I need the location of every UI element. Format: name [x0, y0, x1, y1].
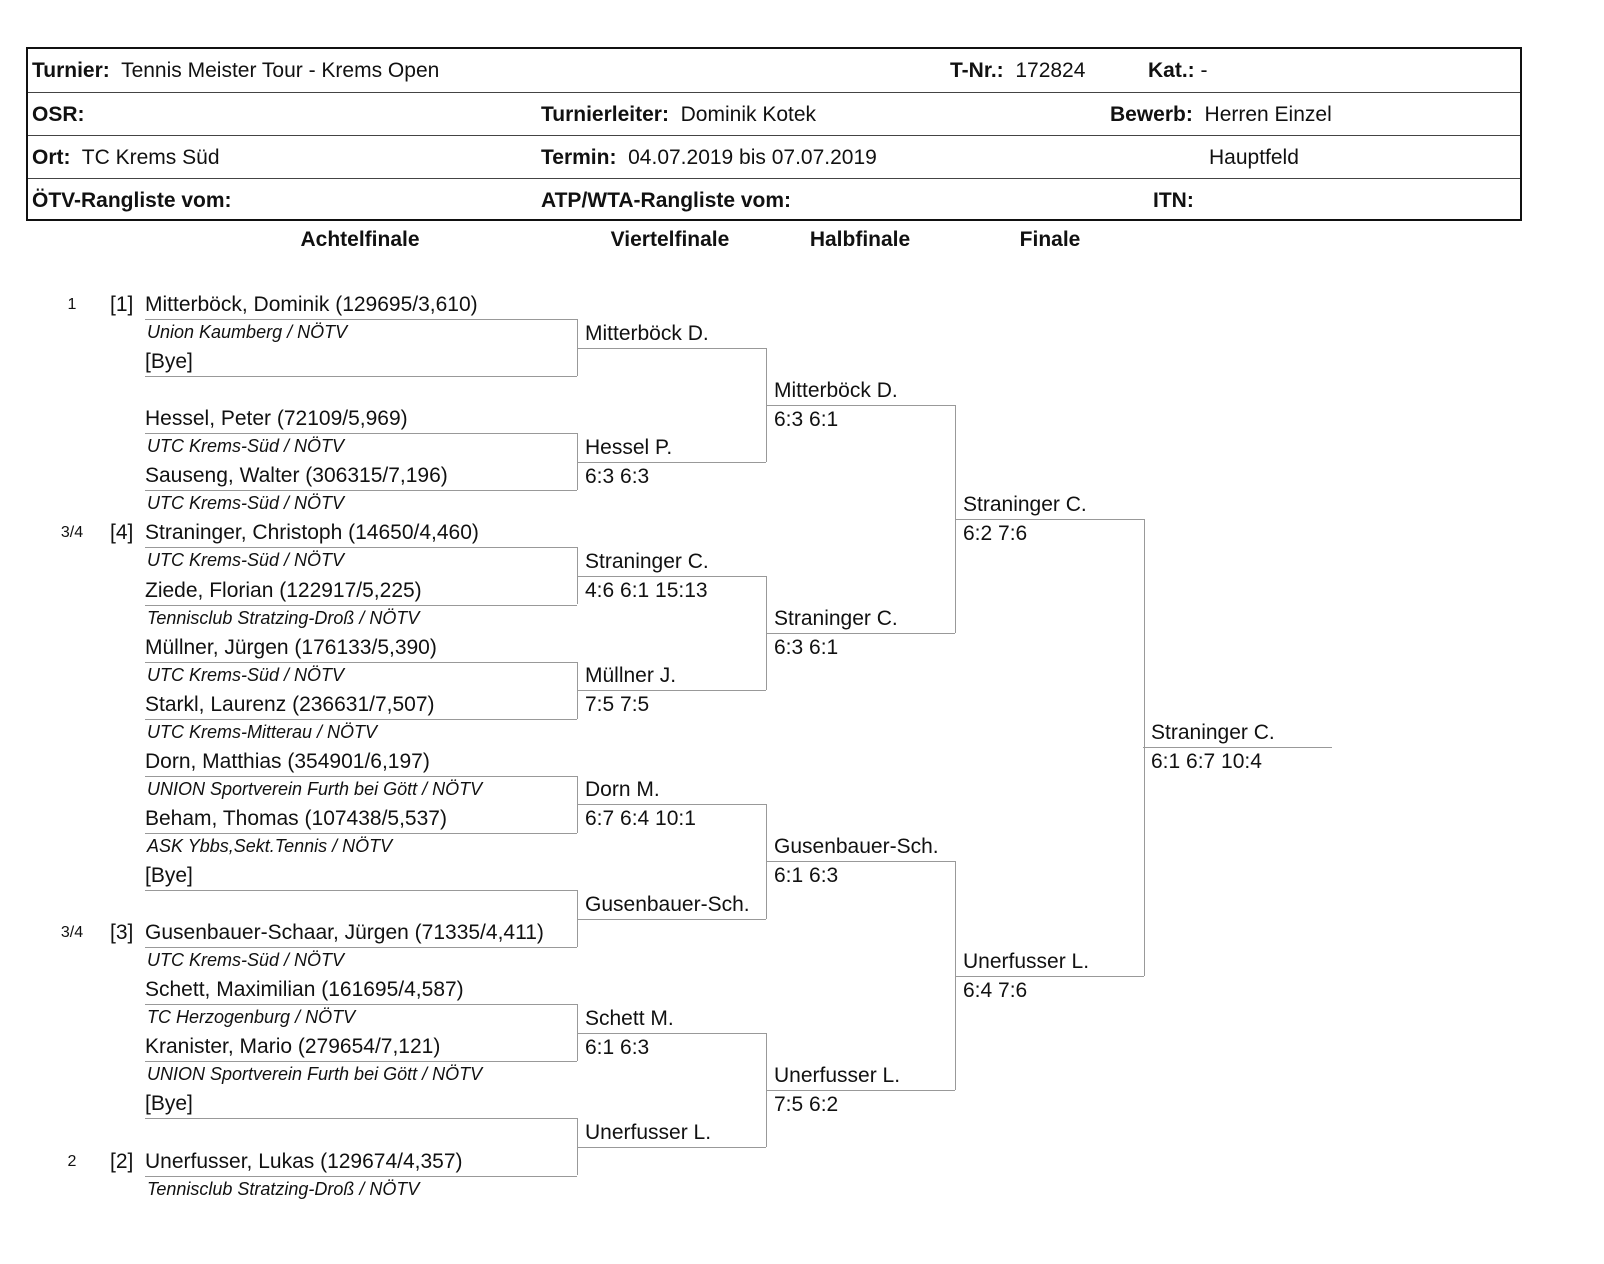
player-slot-line	[145, 662, 577, 663]
winner-name: Straninger C.	[963, 492, 1087, 516]
kat-label: Kat.:	[1148, 59, 1195, 82]
player-club: UTC Krems-Süd / NÖTV	[147, 550, 345, 571]
player-club: UTC Krems-Süd / NÖTV	[147, 436, 345, 457]
winner-slot-line	[766, 1090, 955, 1091]
winner-name: Schett M.	[585, 1006, 674, 1030]
winner-name: Gusenbauer-Sch.	[585, 892, 750, 916]
player-name: Müllner, Jürgen (176133/5,390)	[145, 635, 437, 659]
player-name: Starkl, Laurenz (236631/7,507)	[145, 692, 435, 716]
seed-number: [3]	[110, 921, 134, 945]
winner-name: Mitterböck D.	[585, 321, 709, 345]
match-score: 6:4 7:6	[963, 978, 1028, 1002]
header-row-venue	[28, 135, 1520, 179]
player-slot-line	[145, 833, 577, 834]
draw-position: 3/4	[60, 924, 84, 942]
match-score: 6:3 6:1	[774, 407, 839, 431]
player-slot-line	[145, 1176, 577, 1177]
winner-name: Straninger C.	[774, 607, 898, 631]
match-score: 6:1 6:3	[585, 1035, 650, 1059]
round-title-final: Finale	[1019, 228, 1081, 251]
player-club: TC Herzogenburg / NÖTV	[147, 1007, 356, 1028]
player-name: Unerfusser, Lukas (129674/4,357)	[145, 1149, 463, 1173]
player-name: Dorn, Matthias (354901/6,197)	[145, 749, 430, 773]
player-slot-line	[145, 319, 577, 320]
match-score: 6:1 6:3	[774, 864, 839, 888]
match-score: 6:2 7:6	[963, 521, 1028, 545]
header-row-rankings	[28, 178, 1520, 222]
turnier-label: Turnier:	[32, 59, 110, 82]
player-slot-line	[145, 433, 577, 434]
osr-label: OSR:	[32, 103, 85, 126]
player-name: Sauseng, Walter (306315/7,196)	[145, 464, 448, 488]
winner-name: Unerfusser L.	[963, 949, 1090, 973]
champion-name: Straninger C.	[1151, 721, 1275, 745]
player-name: Mitterböck, Dominik (129695/3,610)	[145, 293, 478, 316]
player-name: [Bye]	[145, 1092, 193, 1116]
player-slot-line	[145, 776, 577, 777]
winner-name: Straninger C.	[585, 549, 709, 573]
player-slot-line	[145, 1004, 577, 1005]
draw-position: 2	[67, 1152, 77, 1170]
player-name: Straninger, Christoph (14650/4,460)	[145, 521, 479, 545]
player-slot-line	[145, 490, 577, 491]
winner-slot-line	[766, 861, 955, 862]
champion-score: 6:1 6:7 10:4	[1151, 750, 1262, 774]
player-club: UTC Krems-Süd / NÖTV	[147, 950, 345, 971]
player-name: Kranister, Mario (279654/7,121)	[145, 1035, 441, 1059]
bewerb-label: Bewerb:	[1110, 103, 1193, 126]
winner-name: Hessel P.	[585, 435, 673, 459]
oetv-label: ÖTV-Rangliste vom:	[32, 189, 232, 212]
player-slot-line	[145, 376, 577, 377]
winner-name: Müllner J.	[585, 664, 677, 688]
winner-slot-line	[577, 804, 766, 805]
player-club: UNION Sportverein Furth bei Gött / NÖTV	[147, 1064, 483, 1085]
match-score: 6:3 6:3	[585, 464, 650, 488]
bewerb-value: Herren Einzel	[1204, 103, 1332, 126]
match-score: 7:5 6:2	[774, 1092, 839, 1116]
winner-name: Unerfusser L.	[585, 1120, 712, 1144]
player-slot-line	[145, 719, 577, 720]
winner-slot-line	[577, 348, 766, 349]
player-name: Schett, Maximilian (161695/4,587)	[145, 978, 464, 1002]
draw-position: 3/4	[60, 524, 84, 542]
match-score: 6:7 6:4 10:1	[585, 807, 696, 831]
player-name: Hessel, Peter (72109/5,969)	[145, 407, 408, 431]
tnr-value: 172824	[1015, 59, 1086, 82]
player-club: UTC Krems-Süd / NÖTV	[147, 664, 345, 685]
winner-slot-line	[955, 976, 1144, 977]
match-score: 4:6 6:1 15:13	[585, 578, 708, 602]
round-title-r16: Achtelfinale	[300, 228, 420, 251]
winner-slot-line	[577, 690, 766, 691]
itn-label: ITN:	[1153, 189, 1194, 212]
match-score: 7:5 7:5	[585, 693, 650, 717]
player-name: Gusenbauer-Schaar, Jürgen (71335/4,411)	[145, 921, 544, 945]
atp-label: ATP/WTA-Rangliste vom:	[541, 189, 792, 212]
player-name: Ziede, Florian (122917/5,225)	[145, 578, 422, 602]
winner-name: Unerfusser L.	[774, 1063, 901, 1087]
player-club: Union Kaumberg / NÖTV	[147, 322, 348, 342]
tnr-label: T-Nr.:	[950, 59, 1004, 82]
player-club: Tennisclub Stratzing-Droß / NÖTV	[147, 1178, 420, 1199]
winner-name: Dorn M.	[585, 778, 660, 802]
player-club: ASK Ybbs,Sekt.Tennis / NÖTV	[147, 835, 393, 856]
winner-slot-line	[577, 919, 766, 920]
player-name: [Bye]	[145, 864, 193, 887]
winner-slot-line	[577, 576, 766, 577]
player-slot-line	[145, 890, 577, 891]
winner-name: Mitterböck D.	[774, 378, 898, 402]
winner-slot-line	[577, 1147, 766, 1148]
player-club: UTC Krems-Mitterau / NÖTV	[147, 721, 378, 742]
feld-value: Hauptfeld	[1209, 146, 1299, 169]
header-row-officials	[28, 92, 1520, 136]
seed-number: [1]	[110, 293, 134, 316]
round-title-qf: Viertelfinale	[610, 228, 730, 251]
player-slot-line	[145, 605, 577, 606]
winner-name: Gusenbauer-Sch.	[774, 835, 939, 859]
player-name: Beham, Thomas (107438/5,537)	[145, 806, 447, 830]
seed-number: [4]	[110, 521, 134, 545]
header-row-tournament	[28, 49, 1520, 92]
match-score: 6:3 6:1	[774, 636, 839, 660]
player-name: [Bye]	[145, 350, 193, 374]
player-slot-line	[145, 1118, 577, 1119]
round-title-sf: Halbfinale	[809, 228, 911, 251]
turnier-value: Tennis Meister Tour - Krems Open	[121, 59, 440, 82]
player-slot-line	[145, 1061, 577, 1062]
winner-slot-line	[577, 1033, 766, 1034]
kat-value: -	[1200, 59, 1208, 82]
tournament-header	[26, 47, 1522, 221]
player-club: UNION Sportverein Furth bei Gött / NÖTV	[147, 778, 483, 799]
player-slot-line	[145, 947, 577, 948]
player-slot-line	[145, 547, 577, 548]
champion-slot-line	[1143, 747, 1332, 748]
ort-value: TC Krems Süd	[81, 146, 220, 169]
turnierleiter-value: Dominik Kotek	[680, 103, 817, 126]
seed-number: [2]	[110, 1149, 134, 1173]
player-club: UTC Krems-Süd / NÖTV	[147, 493, 345, 514]
turnierleiter-label: Turnierleiter:	[541, 103, 669, 126]
winner-slot-line	[766, 405, 955, 406]
winner-slot-line	[955, 519, 1144, 520]
player-club: Tennisclub Stratzing-Droß / NÖTV	[147, 607, 420, 628]
termin-label: Termin:	[541, 146, 617, 169]
winner-slot-line	[577, 462, 766, 463]
termin-value: 04.07.2019 bis 07.07.2019	[628, 146, 877, 169]
draw-position: 1	[67, 296, 77, 313]
winner-slot-line	[766, 633, 955, 634]
ort-label: Ort:	[32, 146, 71, 169]
